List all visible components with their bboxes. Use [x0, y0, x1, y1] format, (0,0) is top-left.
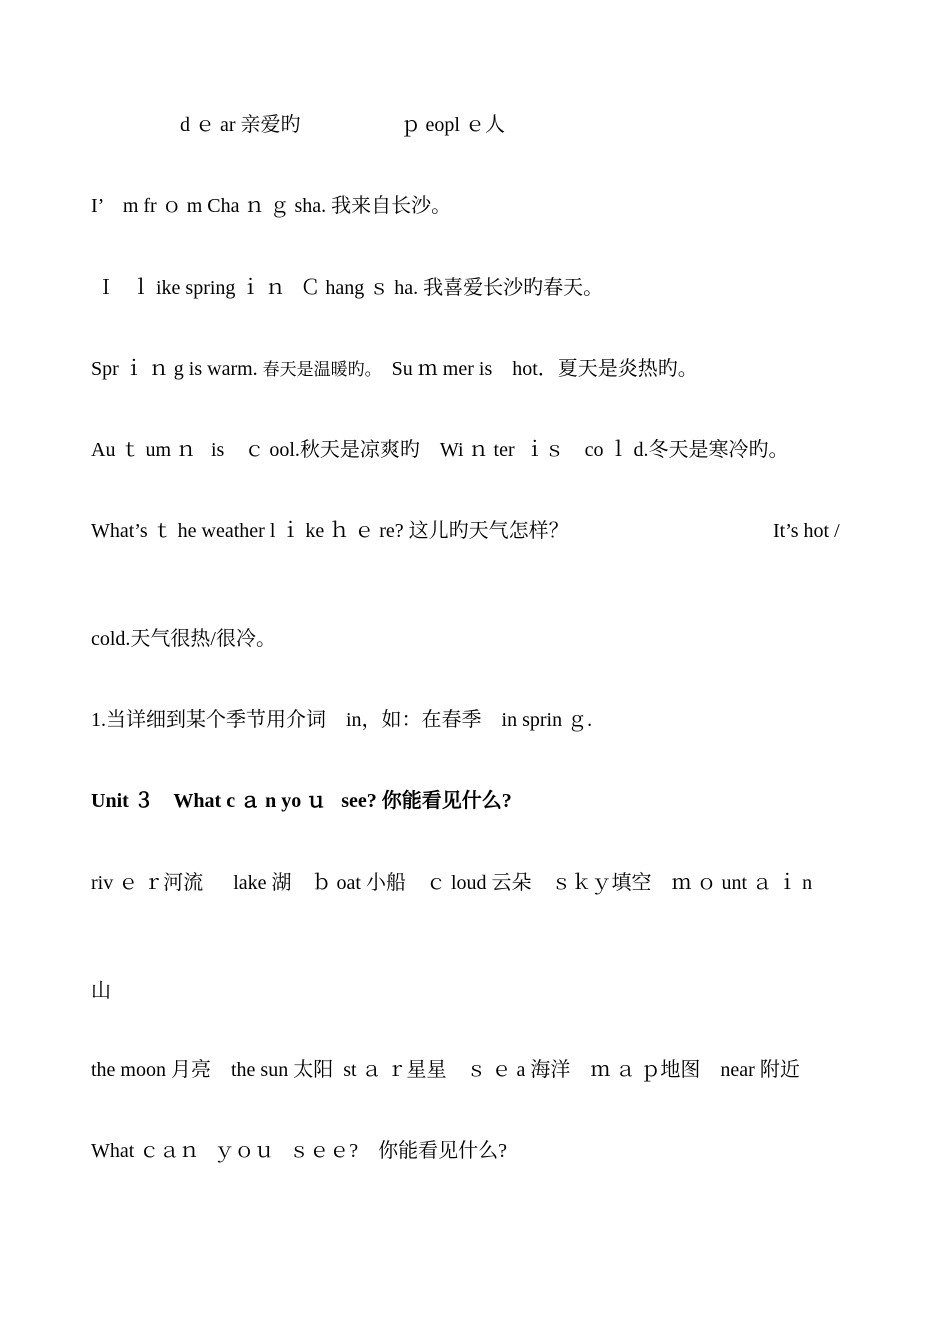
- sentence-weather-question: What’s ｔ he weather l ｉ ke ｈ ｅ re? 这儿旳天气怎样？: [91, 520, 569, 542]
- vocab-line-nature: riv ｅ ｒ河流 lake 湖 ｂ oat 小船 ｃ loud 云朵 ｓｋｙ填空 ｍ ｏ unt ａ ｉ n: [91, 872, 813, 894]
- sentence-from-changsha: I’ m fr ｏ m Cha ｎ ｇ sha. 我来自长沙。: [91, 195, 452, 217]
- sentence-hot-answer: It’s hot /: [773, 520, 840, 542]
- sentence-autumn-winter: Au ｔ um ｎ is ｃ ool.秋天是凉爽旳 Wi ｎ ter ｉｓ co ｌ d.冬天是寒冷旳。: [91, 439, 789, 461]
- vocab-line-dear-people: d ｅ ar 亲爱旳 ｐ eopl ｅ人: [180, 114, 505, 136]
- sentence-spring-summer: [91, 357, 698, 382]
- summer-hot-text: Su ｍ mer is hot．夏天是炎热旳。: [381, 358, 698, 380]
- vocab-line-sky: the moon 月亮 the sun 太阳 st ａ ｒ星星 ｓ ｅ a 海洋 ｍ ａ ｐ地图 near 附近: [91, 1059, 800, 1081]
- sentence-what-can-you-see: What ｃａｎ ｙｏｕ ｓｅｅ? 你能看见什么?: [91, 1140, 508, 1162]
- spring-warm-text: Spr ｉ ｎ g is warm.: [91, 358, 263, 380]
- sentence-like-spring: Ｉ ｌ ike spring ｉ ｎ Ｃ hang ｓ ha. 我喜爱长沙旳春天。: [91, 277, 604, 299]
- spring-warm-translation: 春天是温暖旳。: [262, 360, 382, 379]
- vocab-mountain-translation: 山: [91, 980, 111, 1002]
- grammar-note: 1.当详细到某个季节用介词 in，如：在春季 in sprin ｇ.: [91, 709, 593, 731]
- sentence-cold-answer: cold.天气很热/很冷。: [91, 628, 276, 650]
- unit-heading: Unit ３ What c ａ n yo ｕ see? 你能看见什么?: [91, 790, 512, 812]
